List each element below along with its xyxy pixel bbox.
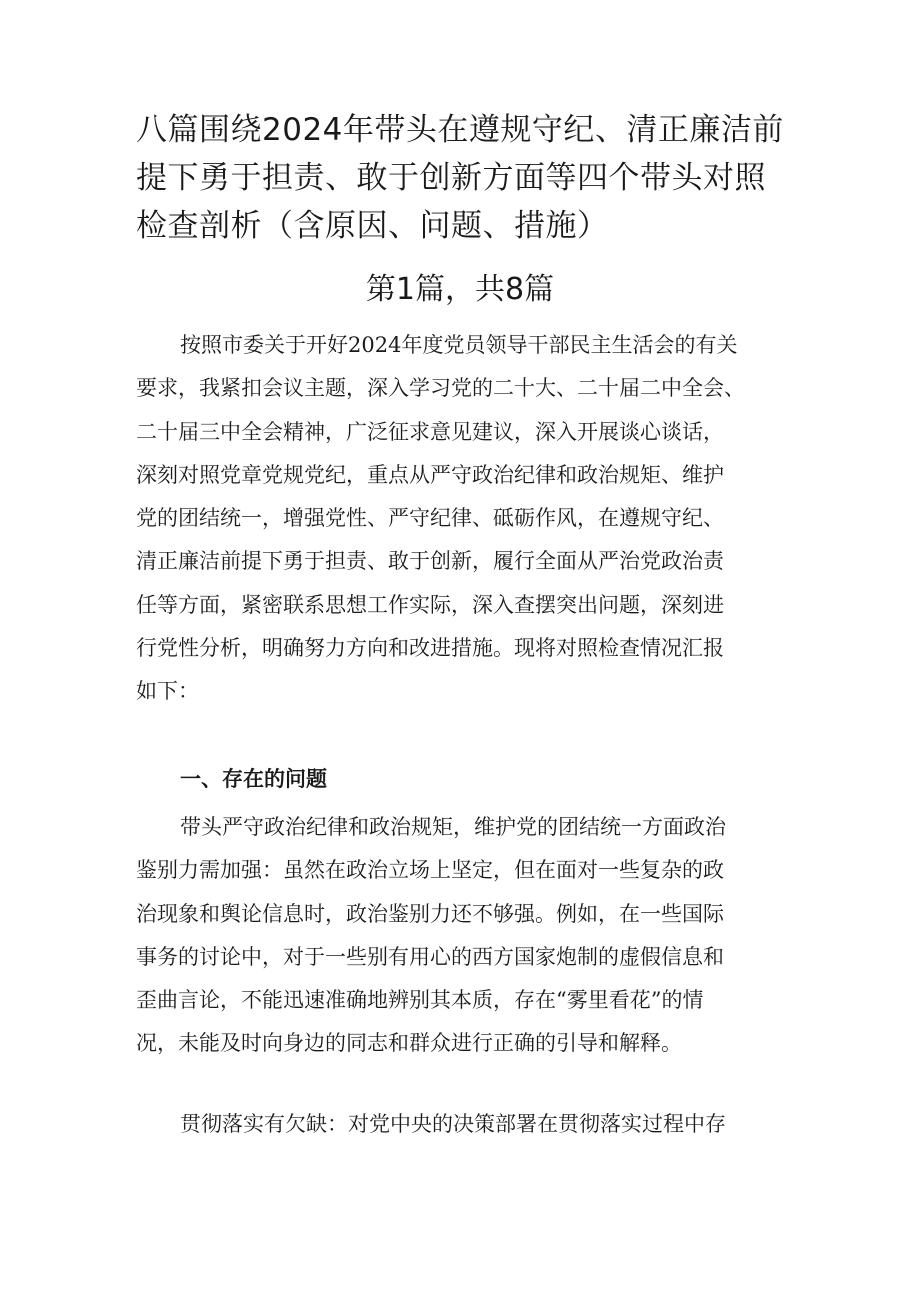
paragraph-line: 治现象和舆论信息时，政治鉴别力还不够强。例如，在一些国际 (136, 901, 724, 926)
title-line: 检查剖析（含原因、问题、措施） (136, 208, 609, 244)
title-line: 提下勇于担责、敢于创新方面等四个带头对照 (136, 160, 766, 196)
paragraph-line: 任等方面，紧密联系思想工作实际，深入查摆突出问题，深刻进 (136, 592, 724, 617)
paragraph-line: 清正廉洁前提下勇于担责、敢于创新，履行全面从严治党政治责 (136, 549, 724, 574)
paragraph-line: 歪曲言论，不能迅速准确地辨别其本质，存在“雾里看花”的情 (136, 988, 704, 1013)
paragraph-line: 二十届三中全会精神，广泛征求意见建议，深入开展谈心谈话， (136, 419, 724, 444)
document-subtitle: 第1篇，共8篇 (365, 272, 555, 307)
title-line: 八篇围绕2024年带头在遵规守纪、清正廉洁前 (136, 112, 784, 148)
paragraph-line: 况，未能及时向身边的同志和群众进行正确的引导和解释。 (136, 1031, 682, 1056)
paragraph-line: 鉴别力需加强：虽然在政治立场上坚定，但在面对一些复杂的政 (136, 858, 724, 883)
implementation-paragraph (136, 1103, 796, 1146)
problem-paragraph (136, 806, 796, 1066)
paragraph-line: 带头严守政治纪律和政治规矩，维护党的团结统一方面政治 (180, 815, 726, 839)
section-heading: 一、存在的问题 (180, 767, 327, 791)
paragraph-line: 深刻对照党章党规党纪，重点从严守政治纪律和政治规矩、维护 (136, 462, 724, 487)
paragraph-line: 党的团结统一，增强党性、严守纪律、砥砺作风，在遵规守纪、 (136, 506, 724, 531)
paragraph-line: 贯彻落实有欠缺：对党中央的决策部署在贯彻落实过程中存 (180, 1112, 726, 1136)
paragraph-line: 事务的讨论中，对于一些别有用心的西方国家炮制的虚假信息和 (136, 944, 724, 969)
paragraph-line: 行党性分析，明确努力方向和改进措施。现将对照检查情况汇报 (136, 636, 724, 661)
paragraph-line: 按照市委关于开好2024年度党员领导干部民主生活会的有关 (180, 333, 738, 357)
paragraph-line: 要求，我紧扣会议主题，深入学习党的二十大、二十届二中全会、 (136, 376, 745, 401)
intro-paragraph (136, 324, 796, 714)
paragraph-line: 如下： (136, 679, 199, 704)
document-title (136, 106, 796, 250)
